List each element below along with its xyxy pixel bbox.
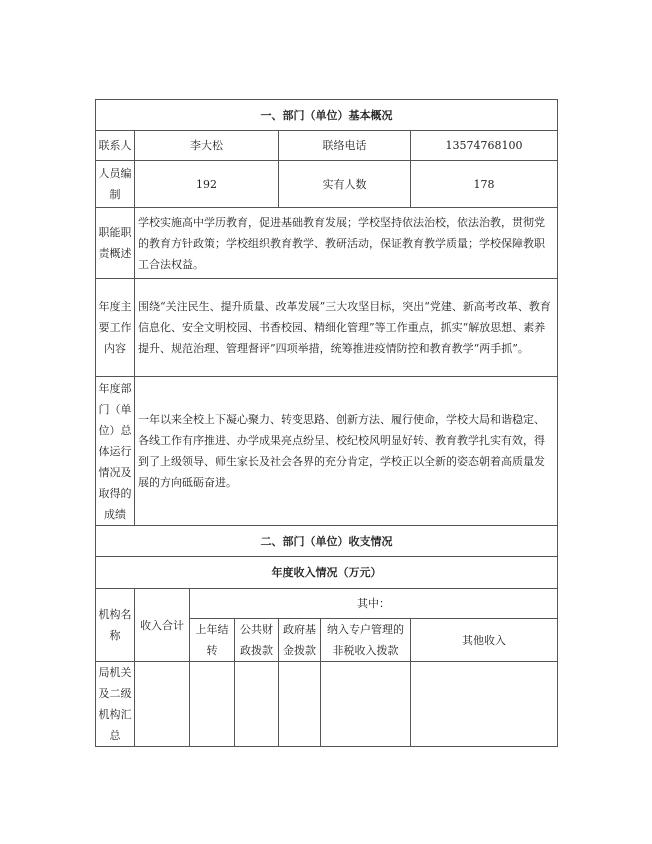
contact-value: 李大松 [135, 131, 279, 161]
work-row [96, 279, 558, 377]
row-carryover [190, 662, 235, 747]
section2-header-row [96, 526, 558, 557]
basic-info-table [95, 99, 558, 747]
phone-value: 13574768100 [411, 131, 558, 161]
col-carryover: 上年结转 [190, 619, 235, 662]
row-gov-fund [279, 662, 321, 747]
duties-label: 职能职责概述 [96, 208, 135, 279]
performance-text: 一年以来全校上下凝心聚力、转变思路、创新方法、履行使命，学校大局和谐稳定、各线工作有序推进、办学成果亮点纷呈、校纪校风明显好转、教育教学扎实有效，得到了上级领导、师生家长及社会各界的充分肯定，学校正以全新的姿态朝着高质量发展的方向砥砺奋进。 [135, 377, 558, 526]
col-income-total: 收入合计 [135, 589, 190, 662]
work-label: 年度主要工作内容 [96, 279, 135, 377]
col-non-tax: 纳入专户管理的非税收入拨款 [321, 619, 411, 662]
section2-title: 二、部门（单位）收支情况 [96, 526, 558, 557]
staff-quota-label: 人员编制 [96, 161, 135, 208]
phone-label: 联络电话 [279, 131, 411, 161]
col-other: 其他收入 [411, 619, 558, 662]
row-non-tax [321, 662, 411, 747]
table-row [96, 662, 558, 747]
work-text: 围绕“关注民生、提升质量、改革发展”三大攻坚目标，突出“党建、新高考改革、教育信息化、安全文明校园、书香校园、精细化管理”等工作重点，抓实“解放思想、素养提升、规范治理、管理督评”四项举措，统筹推进疫情防控和教育教学“两手抓”。 [135, 279, 558, 377]
duties-row [96, 208, 558, 279]
contact-label: 联系人 [96, 131, 135, 161]
section1-title: 一、部门（单位）基本概况 [96, 100, 558, 131]
performance-label: 年度部门（单位）总体运行情况及取得的成绩 [96, 377, 135, 526]
row-org-name: 局机关及二级机构汇总 [96, 662, 135, 747]
performance-row [96, 377, 558, 526]
income-header-row-1 [96, 589, 558, 619]
row-public-finance [235, 662, 279, 747]
col-public-finance: 公共财政拨款 [235, 619, 279, 662]
col-org-name: 机构名称 [96, 589, 135, 662]
staff-row [96, 161, 558, 208]
col-gov-fund: 政府基金拨款 [279, 619, 321, 662]
duties-text: 学校实施高中学历教育，促进基础教育发展；学校坚持依法治校，依法治教，贯彻党的教育方针政策；学校组织教育教学、教研活动，保证教育教学质量；学校保障教职工合法权益。 [135, 208, 558, 279]
actual-staff-label: 实有人数 [279, 161, 411, 208]
actual-staff-value: 178 [411, 161, 558, 208]
income-title-row [96, 557, 558, 589]
contact-row [96, 131, 558, 161]
income-title: 年度收入情况（万元） [96, 557, 558, 589]
row-income-total [135, 662, 190, 747]
row-other [411, 662, 558, 747]
budget-document-page [95, 99, 557, 747]
section1-header-row [96, 100, 558, 131]
col-of-which: 其中： [190, 589, 558, 619]
staff-quota-value: 192 [135, 161, 279, 208]
